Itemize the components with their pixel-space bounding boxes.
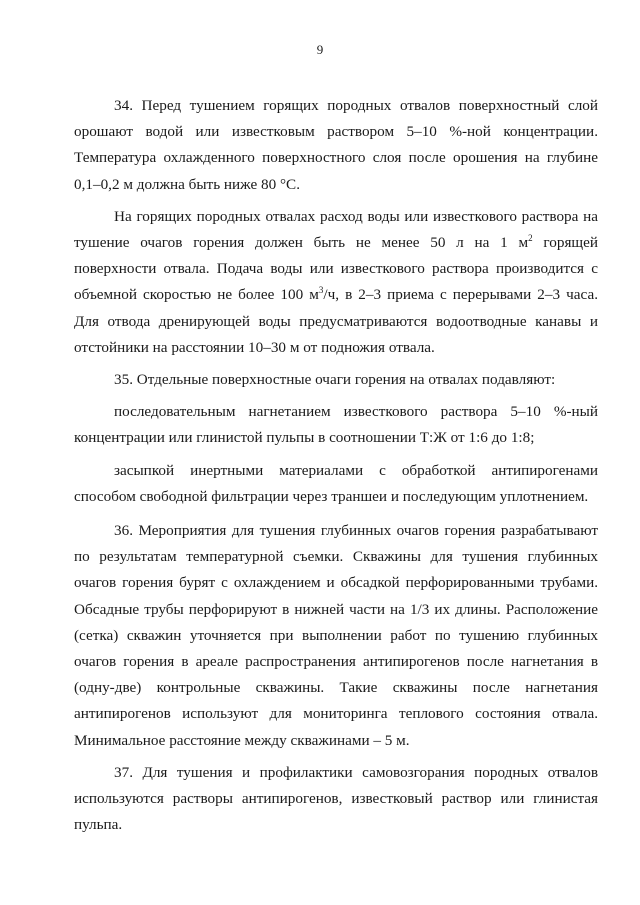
page-number: 9 [316, 42, 324, 57]
document-body [74, 93, 598, 844]
paragraph-34: 34. Перед тушением горящих породных отвалов поверхностный слой орошают водой или известковым раствором 5–10 %-ной концентрации. Температура охлажденного поверхностного слоя после орошения на глубине 0,1–0,2 м должна быть ниже 80 °С. [74, 97, 598, 193]
paragraph-34-text-2: горящей поверхности отвала. Подача воды или известкового раствора производится с объемной скоростью не более 100 м [74, 234, 598, 304]
superscript-cube: 3 [318, 285, 324, 296]
paragraph-34-text-1: На горящих породных отвалах расход воды или известкового раствора на тушение очагов горения должен быть не менее 50 л на 1 м [74, 207, 598, 252]
paragraph-34-continued [74, 204, 598, 361]
paragraph-35-item-2: засыпкой инертными материалами с обработкой антипирогенами способом свободной фильтрации через траншеи и последующим уплотнением. [74, 461, 598, 505]
superscript-square: 2 [528, 232, 533, 243]
paragraph-35: 35. Отдельные поверхностные очаги горения на отвалах подавляют: [114, 371, 556, 389]
paragraph-35-item-1: последовательным нагнетанием известкового раствора 5–10 %-ный концентрации или глинистой пульпы в соотношении Т:Ж от 1:6 до 1:8; [74, 403, 598, 447]
paragraph-37: 37. Для тушения и профилактики самовозгорания породных отвалов используются растворы антипирогенов, известковый раствор или глинистая пульпа. [74, 763, 598, 834]
paragraph-34-text-3: /ч, в 2–3 приема с перерывами 2–3 часа. Для отвода дренирующей воды предусматриваются водоотводные канавы и отстойники на расстоянии 10–30 м от подножия отвала. [74, 286, 598, 356]
paragraph-36: 36. Мероприятия для тушения глубинных очагов горения разрабатывают по результатам температурной съемки. Скважины для тушения глубинных очагов горения бурят с охлаждением и обсадкой перфорированными трубами. Обсадные трубы перфорируют в нижней части на 1/3 их длины. Расположение (сетка) скважин уточняется при выполнении работ по тушению глубинных очагов горения в ареале распространения антипирогенов после нагнетания в (одну-две) контрольные скважины. Такие скважины после нагнетания антипирогенов используют для мониторинга теплового состояния отвала. Минимальное расстояние между скважинами – 5 м. [74, 522, 598, 749]
